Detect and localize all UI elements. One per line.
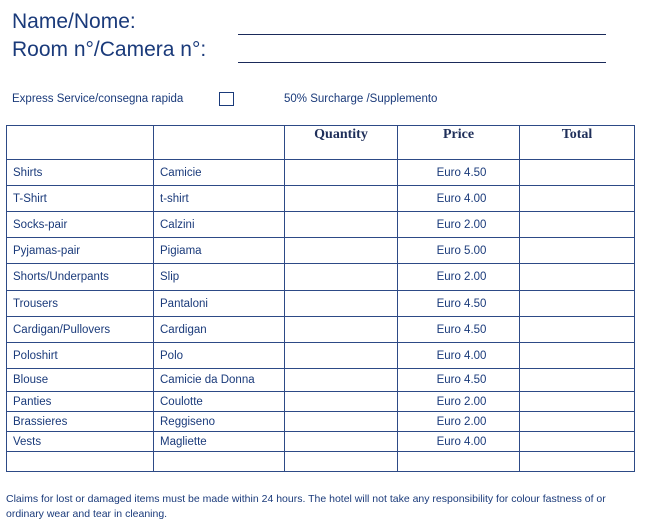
table-row	[7, 369, 635, 392]
item-en-cell: Shorts/Underpants	[7, 264, 154, 291]
header-total: Total	[520, 126, 635, 160]
table-row	[7, 432, 635, 452]
item-en-cell: Poloshirt	[7, 343, 154, 369]
table-row	[7, 412, 635, 432]
price-cell: Euro 4.50	[398, 317, 520, 343]
room-field-line[interactable]	[238, 62, 606, 63]
item-it-cell: Camicie da Donna	[154, 369, 285, 392]
item-it-cell: Slip	[154, 264, 285, 291]
price-cell: Euro 5.00	[398, 238, 520, 264]
total-cell[interactable]	[520, 186, 635, 212]
quantity-cell[interactable]	[285, 291, 398, 317]
quantity-cell[interactable]	[285, 412, 398, 432]
quantity-cell[interactable]	[285, 212, 398, 238]
name-label: Name/Nome:	[12, 10, 136, 33]
total-cell[interactable]	[520, 343, 635, 369]
surcharge-label: 50% Surcharge /Supplemento	[284, 93, 438, 105]
price-cell: Euro 4.50	[398, 369, 520, 392]
quantity-cell[interactable]	[285, 264, 398, 291]
table-row	[7, 264, 635, 291]
table-header-row	[7, 126, 635, 160]
table-row	[7, 160, 635, 186]
express-service-label: Express Service/consegna rapida	[12, 93, 184, 105]
price-cell: Euro 2.00	[398, 412, 520, 432]
quantity-cell[interactable]	[285, 343, 398, 369]
item-it-cell: t-shirt	[154, 186, 285, 212]
price-cell: Euro 2.00	[398, 264, 520, 291]
header-quantity: Quantity	[285, 126, 398, 160]
table-row	[7, 212, 635, 238]
item-it-cell: Coulotte	[154, 392, 285, 412]
table-row-empty	[7, 452, 635, 472]
quantity-cell[interactable]	[285, 392, 398, 412]
item-en-cell: Vests	[7, 432, 154, 452]
item-en-cell: Panties	[7, 392, 154, 412]
table-row	[7, 238, 635, 264]
header-item-en	[7, 126, 154, 160]
item-it-cell: Reggiseno	[154, 412, 285, 432]
item-en-cell: Socks-pair	[7, 212, 154, 238]
price-cell: Euro 4.00	[398, 186, 520, 212]
laundry-price-table	[6, 125, 635, 472]
empty-cell[interactable]	[398, 452, 520, 472]
item-it-cell: Magliette	[154, 432, 285, 452]
name-field-line[interactable]	[238, 34, 606, 35]
price-cell: Euro 4.50	[398, 160, 520, 186]
item-en-cell: Pyjamas-pair	[7, 238, 154, 264]
total-cell[interactable]	[520, 317, 635, 343]
claims-notice: Claims for lost or damaged items must be made within 24 hours. The hotel will not take any responsibility for colour fastness of or ordinary wear and tear in cleaning.	[6, 493, 606, 520]
table-row	[7, 343, 635, 369]
total-cell[interactable]	[520, 412, 635, 432]
item-it-cell: Cardigan	[154, 317, 285, 343]
empty-cell[interactable]	[520, 452, 635, 472]
item-it-cell: Polo	[154, 343, 285, 369]
total-cell[interactable]	[520, 291, 635, 317]
quantity-cell[interactable]	[285, 317, 398, 343]
quantity-cell[interactable]	[285, 432, 398, 452]
header-price: Price	[398, 126, 520, 160]
empty-cell[interactable]	[7, 452, 154, 472]
total-cell[interactable]	[520, 432, 635, 452]
item-it-cell: Calzini	[154, 212, 285, 238]
item-en-cell: Brassieres	[7, 412, 154, 432]
total-cell[interactable]	[520, 238, 635, 264]
price-cell: Euro 2.00	[398, 392, 520, 412]
header-item-it	[154, 126, 285, 160]
item-en-cell: Trousers	[7, 291, 154, 317]
table-row	[7, 186, 635, 212]
quantity-cell[interactable]	[285, 160, 398, 186]
item-it-cell: Camicie	[154, 160, 285, 186]
item-en-cell: Shirts	[7, 160, 154, 186]
total-cell[interactable]	[520, 212, 635, 238]
express-service-checkbox[interactable]	[219, 92, 234, 106]
quantity-cell[interactable]	[285, 238, 398, 264]
item-en-cell: T-Shirt	[7, 186, 154, 212]
room-label: Room n°/Camera n°:	[12, 38, 207, 61]
price-cell: Euro 2.00	[398, 212, 520, 238]
item-en-cell: Blouse	[7, 369, 154, 392]
price-cell: Euro 4.50	[398, 291, 520, 317]
quantity-cell[interactable]	[285, 369, 398, 392]
table-row	[7, 291, 635, 317]
item-it-cell: Pigiama	[154, 238, 285, 264]
quantity-cell[interactable]	[285, 186, 398, 212]
total-cell[interactable]	[520, 392, 635, 412]
item-en-cell: Cardigan/Pullovers	[7, 317, 154, 343]
item-it-cell: Pantaloni	[154, 291, 285, 317]
total-cell[interactable]	[520, 264, 635, 291]
price-cell: Euro 4.00	[398, 343, 520, 369]
empty-cell[interactable]	[154, 452, 285, 472]
price-cell: Euro 4.00	[398, 432, 520, 452]
empty-cell[interactable]	[285, 452, 398, 472]
total-cell[interactable]	[520, 369, 635, 392]
table-row	[7, 317, 635, 343]
table-row	[7, 392, 635, 412]
total-cell[interactable]	[520, 160, 635, 186]
